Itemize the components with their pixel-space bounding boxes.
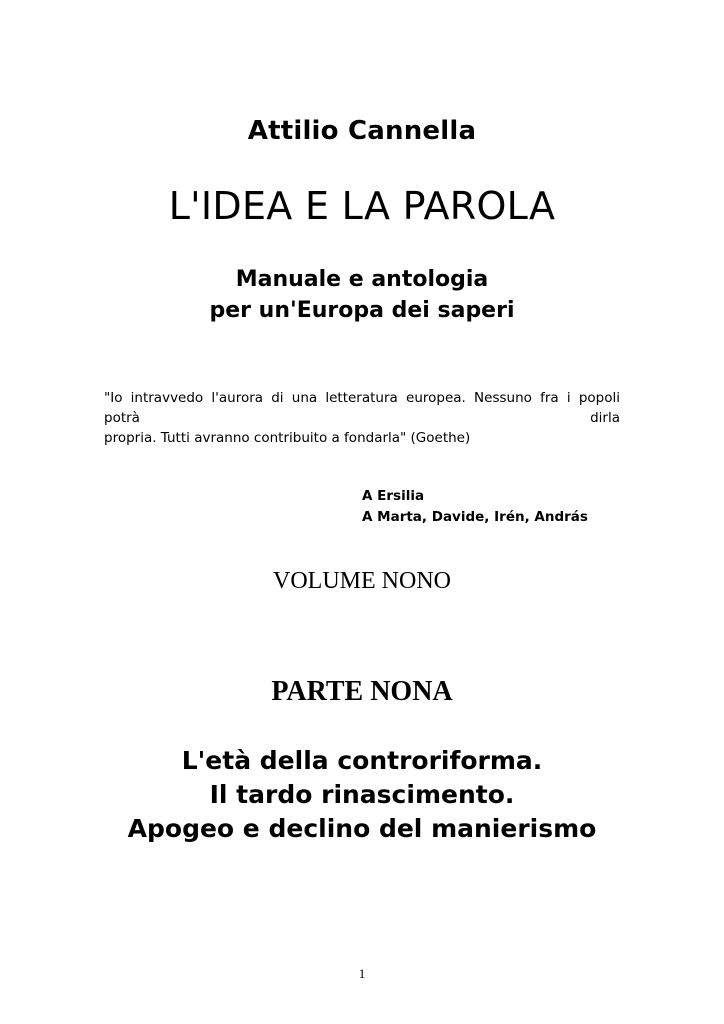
- dedication-line-1: A Ersilia: [362, 488, 425, 504]
- section-title-line-3: Apogeo e declino del manierismo: [127, 814, 597, 843]
- book-title: L'IDEA E LA PAROLA: [168, 184, 556, 228]
- epigraph: [104, 388, 620, 448]
- section-title-line-2: Il tardo rinascimento.: [209, 780, 515, 809]
- section-title-line-1: L'età della controriforma.: [181, 746, 543, 775]
- subtitle-line-2: per un'Europa dei saperi: [209, 298, 515, 323]
- page-number: 1: [358, 966, 366, 981]
- epigraph-line-2: propria. Tutti avranno contribuito a fondarla" (Goethe): [104, 430, 471, 446]
- author-name: Attilio Cannella: [247, 116, 477, 146]
- volume-label: VOLUME NONO: [273, 568, 451, 594]
- epigraph-line-1: "Io intravvedo l'aurora di una letteratura europea. Nessuno fra i popoli potrà dirla: [104, 390, 620, 426]
- dedication-line-2: A Marta, Davide, Irén, András: [362, 509, 588, 525]
- part-label: PARTE NONA: [271, 676, 453, 707]
- subtitle-line-1: Manuale e antologia: [235, 267, 489, 292]
